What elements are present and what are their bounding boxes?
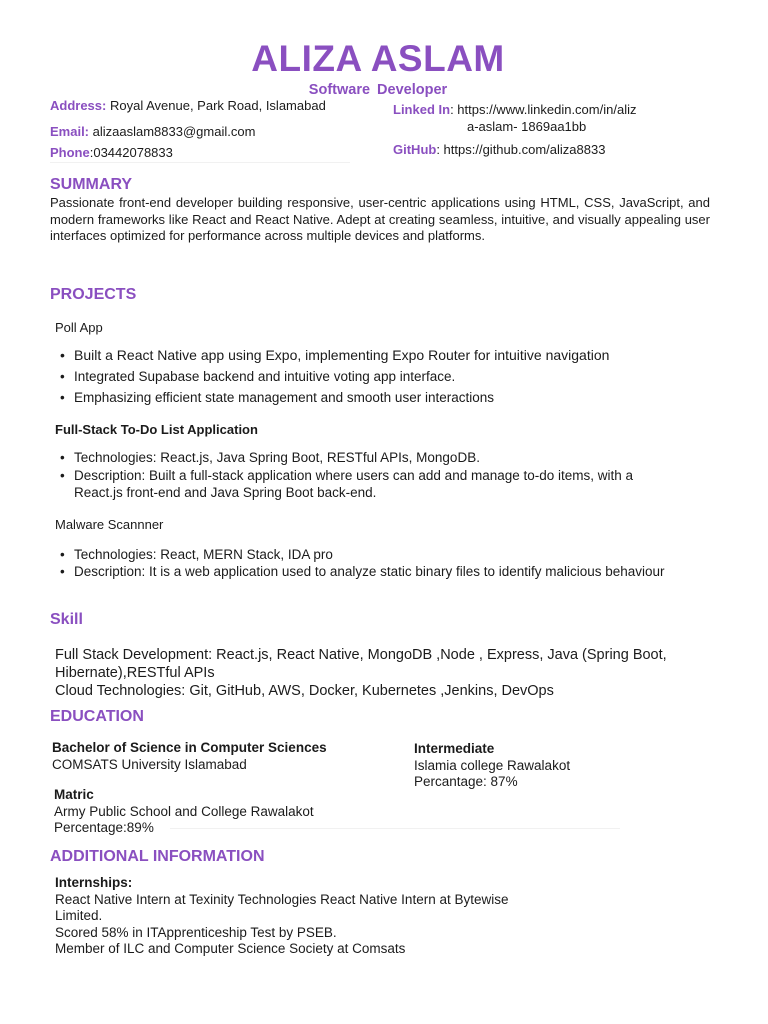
phone-value: :03442078833 xyxy=(89,145,173,160)
education-matric xyxy=(54,787,394,837)
email-line xyxy=(50,124,255,139)
project-bullets-todo-app xyxy=(60,449,680,501)
degree-title: Intermediate xyxy=(414,741,495,756)
github-url[interactable]: : https://github.com/aliza8833 xyxy=(436,142,606,157)
email-label: Email: xyxy=(50,124,90,139)
institution: COMSATS University Islamabad xyxy=(52,756,247,772)
job-title: Software Developer xyxy=(308,82,448,98)
address-value: Royal Avenue, Park Road, Islamabad xyxy=(106,98,326,113)
github-line xyxy=(393,142,605,157)
skills-block xyxy=(55,646,735,700)
internships-text: React Native Intern at Texinity Technologies React Native Intern at Bytewise Limited. xyxy=(55,891,509,923)
summary-heading: SUMMARY xyxy=(50,176,133,193)
list-item: • Technologies: React.js, Java Spring Boot, RESTful APIs, MongoDB. xyxy=(60,449,680,466)
additional-info-heading: ADDITIONAL INFORMATION xyxy=(50,848,265,865)
linkedin-url-continued[interactable]: a-aslam- 1869aa1bb xyxy=(467,119,587,134)
score: Percantage: 87% xyxy=(414,774,518,789)
address-label: Address: xyxy=(50,98,107,113)
additional-info-block xyxy=(55,875,515,958)
list-item: • Technologies: React, MERN Stack, IDA pro xyxy=(60,546,690,563)
address-line xyxy=(50,98,326,113)
summary-paragraph: Passionate front-end developer building responsive, user-centric applications using HTML, CSS, JavaScript, and modern frameworks like React and React Native. Adept at creating seamless, intuitive, and visually appealing user interfaces optimized for performance across multiple devices and platforms. xyxy=(50,195,710,243)
project-title-malware-scanner: Malware Scannner xyxy=(55,517,164,532)
list-item: • Description: Built a full-stack application where users can add and manage to-do items, with a React.js front-end and Java Spring Boot back-end. xyxy=(60,467,680,501)
degree-title: Matric xyxy=(54,787,94,802)
project-bullets-poll-app xyxy=(60,347,740,406)
skills-full-stack: Full Stack Development: React.js, React Native, MongoDB ,Node , Express, Java (Spring Boot, Hibernate),RESTful APIs xyxy=(55,647,667,681)
membership-text: Member of ILC and Computer Science Society at Comsats xyxy=(55,941,406,956)
score: Percentage:89% xyxy=(54,820,154,835)
certification-text: Scored 58% in ITApprenticeship Test by PSEB. xyxy=(55,924,337,940)
email-value[interactable]: alizaaslam8833@gmail.com xyxy=(89,124,256,139)
projects-heading: PROJECTS xyxy=(50,286,137,303)
list-item: • Emphasizing efficient state management and smooth user interactions xyxy=(60,389,740,406)
education-bachelor xyxy=(52,740,392,773)
phone-line xyxy=(50,145,173,160)
phone-label: Phone xyxy=(50,145,90,160)
list-item: • Built a React Native app using Expo, implementing Expo Router for intuitive navigation xyxy=(60,347,740,364)
skills-cloud: Cloud Technologies: Git, GitHub, AWS, Docker, Kubernetes ,Jenkins, DevOps xyxy=(55,683,554,699)
institution: Army Public School and College Rawalakot xyxy=(54,803,314,819)
project-bullets-malware-scanner xyxy=(60,546,690,580)
github-label: GitHub xyxy=(393,142,437,157)
project-title-poll-app: Poll App xyxy=(55,320,103,335)
institution: Islamia college Rawalakot xyxy=(414,757,571,773)
linkedin-label: Linked In xyxy=(393,102,451,117)
list-item: • Description: It is a web application used to analyze static binary files to identify malicious behaviour xyxy=(60,563,690,580)
project-title-todo-app: Full-Stack To-Do List Application xyxy=(55,422,258,437)
summary-text xyxy=(50,195,710,245)
education-intermediate xyxy=(414,741,714,791)
internships-label: Internships: xyxy=(55,875,133,890)
degree-title: Bachelor of Science in Computer Sciences xyxy=(52,740,327,755)
resume-name: ALIZA ASLAM xyxy=(251,38,505,79)
education-heading: EDUCATION xyxy=(50,708,144,725)
divider xyxy=(50,162,350,163)
divider xyxy=(170,828,620,829)
linkedin-line xyxy=(393,102,636,117)
linkedin-url[interactable]: : https://www.linkedin.com/in/aliz xyxy=(450,102,637,117)
skill-heading: Skill xyxy=(50,611,83,628)
list-item: • Integrated Supabase backend and intuitive voting app interface. xyxy=(60,368,740,385)
